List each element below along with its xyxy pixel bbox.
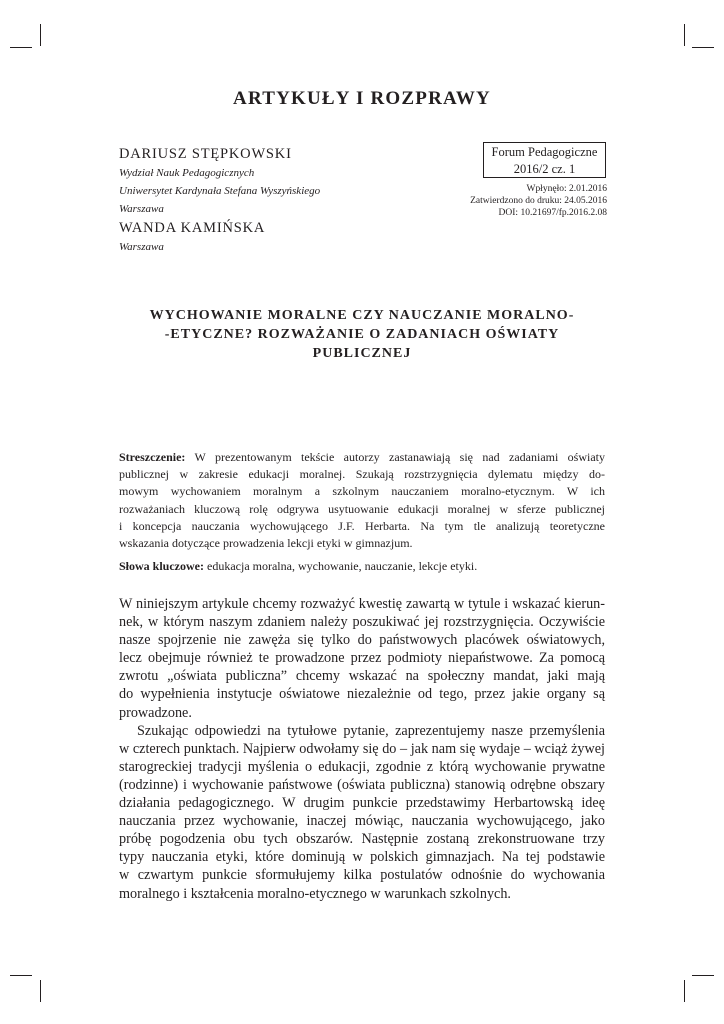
body-line: w czterech punktach. Najpierw odwołamy się do – jak nam się wydaje – wciąż żywej — [119, 740, 605, 757]
keywords-label: Słowa kluczowe: — [119, 559, 204, 574]
author-affiliation: Warszawa — [119, 203, 164, 215]
abstract-text: W prezentowanym tekście autorzy zastanawiają się nad zadaniami oświaty — [185, 450, 605, 464]
title-line: WYCHOWANIE MORALNE CZY NAUCZANIE MORALNO- — [149, 308, 575, 323]
body-text — [119, 595, 605, 903]
crop-mark — [10, 47, 32, 48]
crop-mark — [684, 980, 685, 1002]
body-line: W niniejszym artykule chcemy rozważyć kwestię zawartą w tytule i wskazać kierun- — [119, 596, 605, 612]
body-line: typy nauczania etyki, które dominują w polskich gimnazjach. Na tej podstawie — [119, 849, 605, 866]
author-affiliation: Warszawa — [119, 241, 164, 253]
body-line: prowadzone. — [119, 704, 192, 721]
crop-mark — [10, 975, 32, 976]
publication-dates — [430, 183, 607, 219]
body-line: lecz obejmuje również te prowadzone przez podmioty niepaństwowe. Za pomocą — [119, 650, 605, 667]
journal-box — [483, 142, 606, 178]
body-line: (rodzinne) i wychowanie państwowe (oświata publiczna) stanowią odrębne obszary — [119, 776, 605, 793]
article-title — [119, 306, 605, 363]
body-line: Szukając odpowiedzi na tytułowe pytanie, zaprezentujemy nasze przemyślenia — [137, 722, 605, 739]
abstract-line: rozważaniach kluczową rolę odgrywa usytuowanie edukacji moralnej w sferze publicznej — [119, 501, 605, 516]
author-name: WANDA KAMIŃSKA — [119, 220, 266, 236]
abstract-line: mowym wychowaniem moralnym a szkolnym nauczaniem moralno-etycznym. W ich — [119, 484, 605, 499]
author-block — [119, 144, 419, 256]
title-line: PUBLICZNEJ — [312, 346, 412, 361]
body-line: starogreckiej tradycji myślenia o edukacji, zgodnie z którą wychowanie prywatne — [119, 758, 605, 775]
keywords-text: edukacja moralna, wychowanie, nauczanie, lekcje etyki. — [204, 559, 478, 574]
abstract — [119, 449, 605, 575]
body-line: zwrotu „oświata publiczna” chcemy wskazać na społeczny mandat, jaki mają — [119, 668, 605, 685]
body-line: do wypełnienia instytucje oświatowe niezależnie od tego, przez jakie organy są — [119, 686, 605, 703]
accepted-date: Zatwierdzono do druku: 24.05.2016 — [470, 196, 607, 206]
body-line: moralnego i kształcenia moralno-etycznego w warunkach szkolnych. — [119, 885, 511, 902]
abstract-line — [119, 449, 605, 466]
section-heading: ARTYKUŁY I ROZPRAWY — [233, 88, 491, 109]
author-name: DARIUSZ STĘPKOWSKI — [119, 146, 292, 162]
crop-mark — [40, 24, 41, 46]
journal-name: Forum Pedagogiczne — [491, 145, 598, 159]
crop-mark — [684, 24, 685, 46]
body-line: nasze spojrzenie nie zawęża się tylko do państwowych placówek oświatowych, — [119, 632, 605, 649]
doi: DOI: 10.21697/fp.2016.2.08 — [498, 208, 607, 218]
body-line: nauczania przez wychowanie, inaczej mówiąc, nauczania wychowującego, jako — [119, 813, 605, 830]
crop-mark — [692, 975, 714, 976]
journal-issue: 2016/2 cz. 1 — [513, 162, 576, 176]
abstract-line: i koncepcja nauczania wychowującego J.F. Herbarta. Na tym tle analizują teoretyczne — [119, 518, 605, 533]
received-date: Wpłynęło: 2.01.2016 — [526, 184, 607, 194]
body-line: próbę pogodzenia obu tych obszarów. Następnie zostaną zrekonstruowane trzy — [119, 831, 605, 848]
keywords — [119, 558, 605, 575]
author-affiliation: Uniwersytet Kardynała Stefana Wyszyńskiego — [119, 185, 321, 197]
body-line: w czwartym punkcie sformułujemy kilka postulatów odnośnie do wychowania — [119, 867, 605, 884]
body-line: nek, w którym naszym zdaniem należy poszukiwać jej rozstrzygnięcia. Oczywiście — [119, 614, 605, 631]
title-line: -ETYCZNE? ROZWAŻANIE O ZADANIACH OŚWIATY — [164, 327, 560, 342]
author-affiliation: Wydział Nauk Pedagogicznych — [119, 167, 255, 179]
abstract-line: wskazania dotyczące prowadzenia lekcji etyki w gimnazjum. — [119, 536, 413, 551]
body-line: działania pedagogicznego. W drugim punkcie przedstawimy Herbartowską ideę — [119, 795, 605, 812]
crop-mark — [40, 980, 41, 1002]
abstract-label: Streszczenie: — [119, 450, 186, 464]
abstract-line: publicznej w zakresie edukacji moralnej. Szukają rozstrzygnięcia dylematu między do- — [119, 467, 605, 482]
crop-mark — [692, 47, 714, 48]
